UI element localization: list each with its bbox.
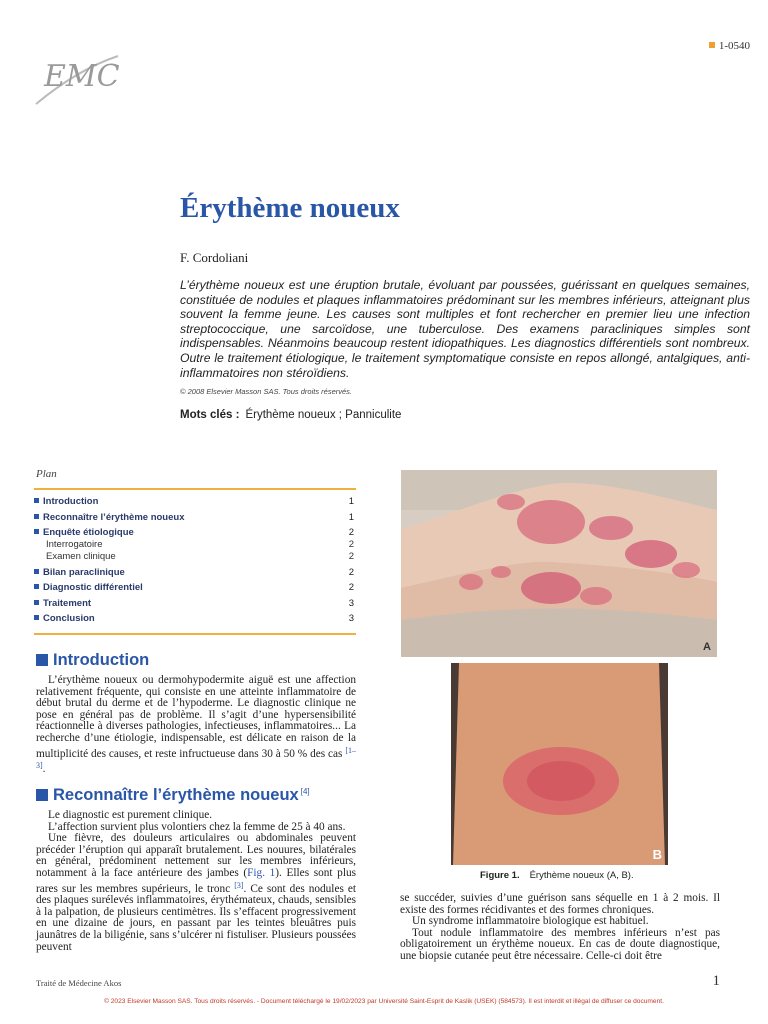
introduction-body: L’érythème noueux ou dermohypodermite aiguë est une affection relativement fréquente, qui consiste en une atteinte inflammatoire de début brutal du derme et de l’hypoderme. Le diagnostic clinique ne pose en général pas de problème. Il s’agit d’une hypersensibilité réactionnelle à diverses pathologies, infectieuses, inflammatoires... La recherche d’une étiologie, indispensable, est délicate en raison de la multiplicité des causes, et reste infructueuse dans 30 à 50 % des cas [1–3].	[36, 674, 356, 776]
figure-panel-label: B	[652, 847, 662, 862]
plan-item-conclusion[interactable]: Conclusion 3	[34, 613, 356, 625]
abstract: L’érythème noueux est une éruption brutale, évoluant par poussées, guérissant en quelques semaines, constituée de nodules et plaques inflammatoires prédominant sur les membres inférieurs, atteignant plus souvent la femme jeune. Les causes sont multiples et font rechercher en premier lieu une infection streptococcique, une sarcoïdose, une tuberculose. Des examens paracliniques simples sont indispensables. Néanmoins beaucoup restent idiopathiques. Les diagnostics différentiels sont nombreux. Outre le traitement étiologique, le traitement symptomatique consiste en repos allongé, antalgiques, anti-inflammatoires non stéroïdiens.	[180, 278, 750, 380]
citation-link[interactable]: [4]	[300, 787, 310, 796]
bullet-icon	[34, 569, 39, 574]
emc-logo	[30, 48, 122, 110]
legal-notice: © 2023 Elsevier Masson SAS. Tous droits réservés. - Document téléchargé le 19/02/2023 par Université Saint-Esprit de Kaslik (USEK) (584573). Il est interdit et illégal de diffuser ce document.	[104, 998, 664, 1005]
bullet-icon	[34, 529, 39, 534]
plan-item-examen-clinique[interactable]: Examen clinique 2	[46, 551, 354, 562]
plan-item-interrogatoire[interactable]: Interrogatoire 2	[46, 539, 354, 550]
svg-text:EMC: EMC	[44, 59, 120, 94]
section-heading-reconnaitre: Reconnaître l’érythème noueux [4]	[36, 786, 310, 805]
citation-link[interactable]: [3]	[234, 880, 244, 890]
document-reference: 1-0540	[709, 40, 750, 52]
citation-link[interactable]: [1–3]	[36, 745, 356, 771]
figure-panel-label: A	[703, 641, 711, 653]
page-number: 1	[712, 973, 720, 989]
bullet-icon	[34, 615, 39, 620]
keywords-value: Érythème noueux ; Panniculite	[245, 409, 402, 421]
bullet-icon	[34, 498, 39, 503]
bullet-icon	[34, 584, 39, 589]
figure-1a-photo	[401, 470, 717, 657]
keywords-label: Mots clés :	[180, 409, 240, 421]
orange-square-icon	[709, 42, 715, 48]
figure-link[interactable]: Fig. 1	[247, 866, 276, 879]
section-heading-introduction: Introduction	[36, 651, 149, 670]
plan-label: Plan	[36, 468, 57, 480]
shin-illustration	[451, 663, 668, 865]
plan-item-diagnostic[interactable]: Diagnostic différentiel 2	[34, 582, 356, 594]
figure-1b-photo	[451, 663, 668, 865]
legs-illustration	[401, 470, 717, 657]
bullet-icon	[34, 600, 39, 605]
plan-divider-bottom	[34, 633, 356, 635]
plan-list	[34, 496, 356, 625]
plan-item-enquete[interactable]: Enquête étiologique 2	[34, 527, 356, 539]
heading-square-icon	[36, 789, 48, 801]
reconnaitre-body-left: Le diagnostic est purement clinique. L’affection survient plus volontiers chez la femme de 25 à 40 ans. Une fièvre, des douleurs articulaires ou abdominales peuvent précéder l’éruption qui apparaît brutalement. Les nouures, bilatérales en général, prédominent nettement sur les membres inférieurs, notamment à la face antérieure des jambes (Fig. 1). Elles sont plus rares sur les membres supérieurs, le tronc [3]. Ce sont des nodules et des plaques surélevés inflammatoires, érythémateux, chauds, sensibles à la palpation, de plusieurs centimètres. Ils s’effacent progressivement en une dizaine de jours, en passant par les teintes bleuâtres puis jaunâtres de la biligénie, sans s’ulcérer ni fistuliser. Plusieurs poussées peuvent	[36, 809, 356, 953]
plan-item-traitement[interactable]: Traitement 3	[34, 598, 356, 610]
author-name: F. Cordoliani	[180, 250, 249, 265]
article-title: Érythème noueux	[180, 192, 400, 224]
plan-item-bilan[interactable]: Bilan paraclinique 2	[34, 567, 356, 579]
figure-caption: Figure 1. Érythème noueux (A, B).	[480, 870, 634, 881]
plan-divider-top	[34, 488, 356, 490]
reconnaitre-body-right: se succéder, suivies d’une guérison sans séquelle en 1 à 2 mois. Il existe des formes récidivantes et des formes chroniques. Un syndrome inflammatoire biologique est habituel. Tout nodule inflammatoire des membres inférieurs n’est pas obligatoirement un érythème noueux. En cas de doute diagnostique, une biopsie cutanée peut être nécessaire. Celle-ci doit être	[400, 892, 720, 962]
bullet-icon	[34, 514, 39, 519]
journal-name: Traité de Médecine Akos	[36, 978, 122, 988]
heading-square-icon	[36, 654, 48, 666]
plan-item-introduction[interactable]: Introduction 1	[34, 496, 356, 508]
keywords	[180, 409, 401, 421]
copyright-notice: © 2008 Elsevier Masson SAS. Tous droits réservés.	[180, 387, 352, 396]
plan-item-reconnaitre[interactable]: Reconnaître l’érythème noueux 1	[34, 512, 356, 524]
